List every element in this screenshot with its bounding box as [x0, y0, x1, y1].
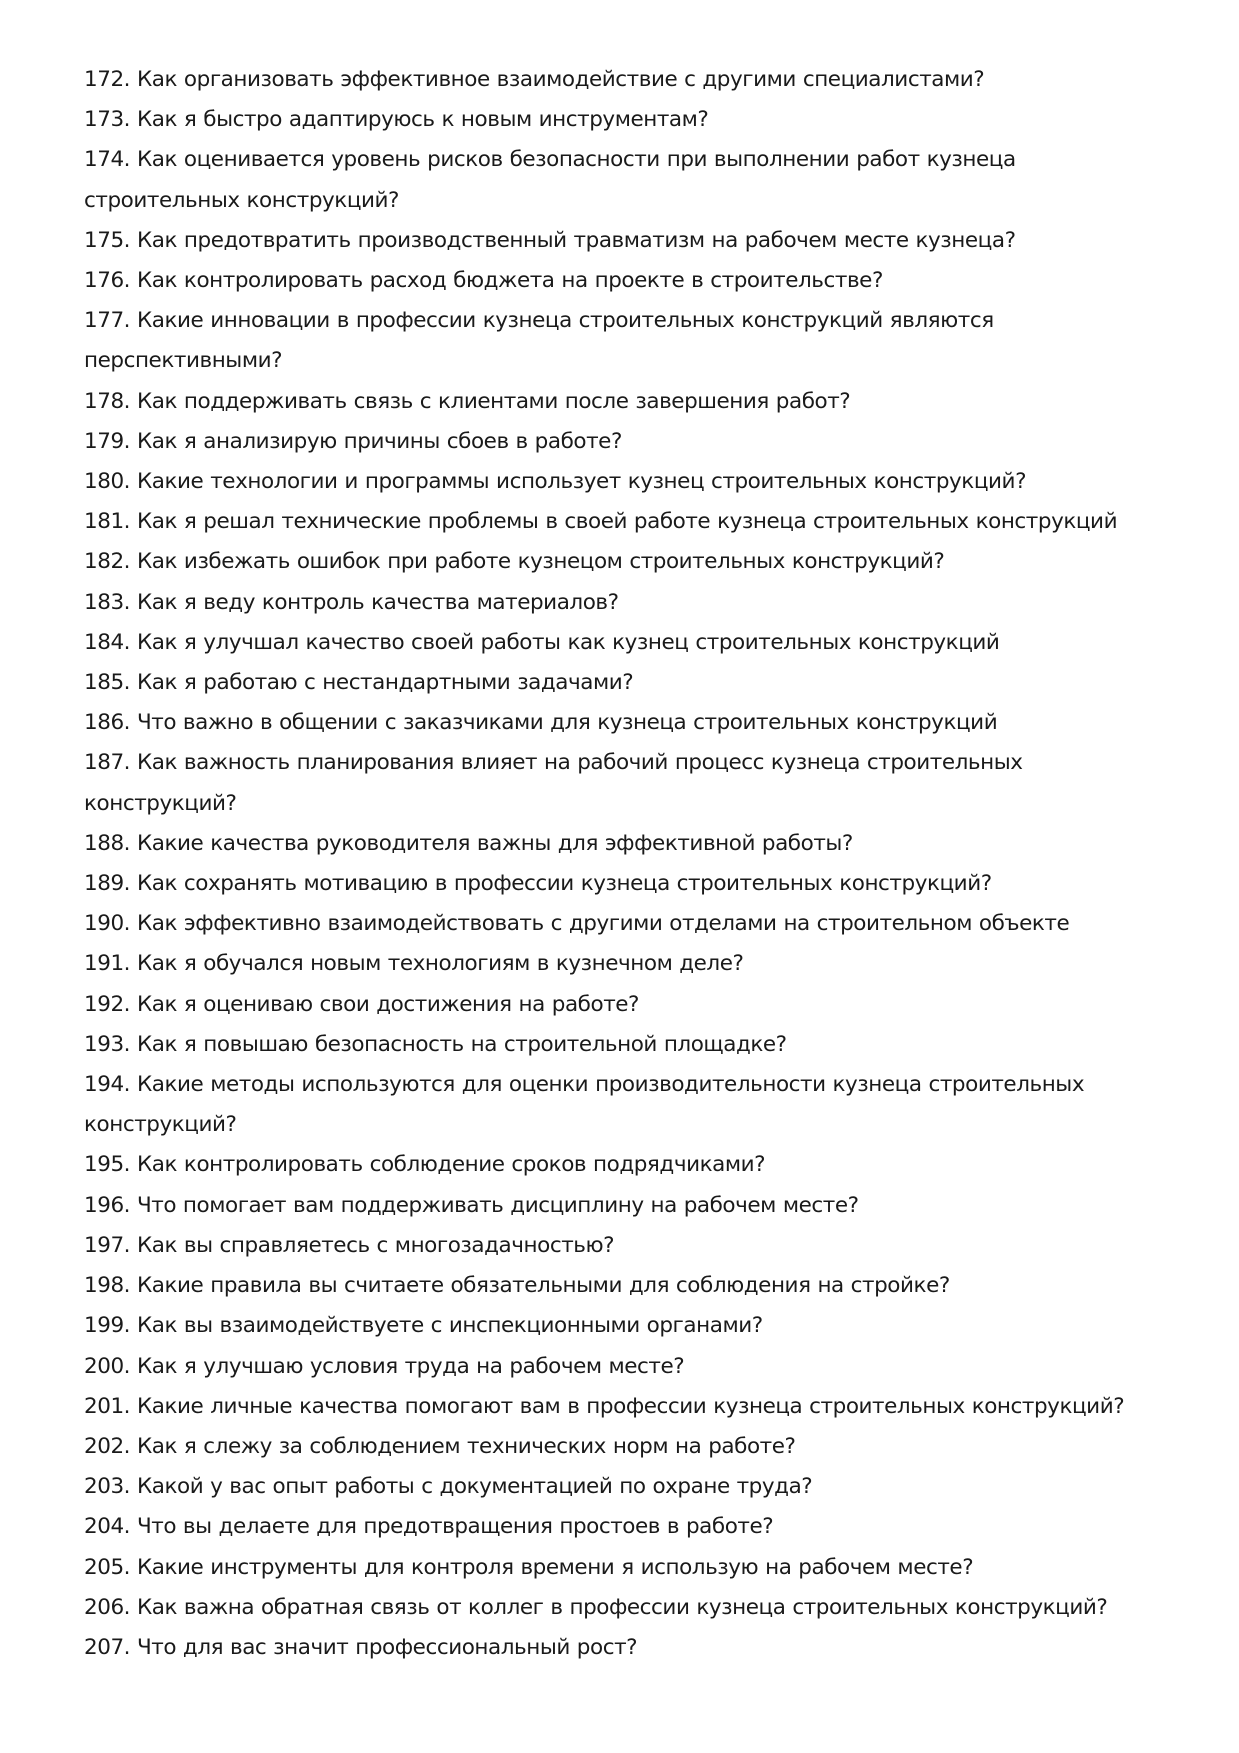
question-item: 205. Какие инструменты для контроля времени я использую на рабочем месте? [84, 1554, 974, 1580]
question-item: 176. Как контролировать расход бюджета на проекте в строительстве? [84, 268, 883, 294]
question-item: 186. Что важно в общении с заказчиками для кузнеца строительных конструкций [84, 710, 998, 736]
question-item: 183. Как я веду контроль качества материалов? [84, 589, 619, 615]
question-item: 174. Как оценивается уровень рисков безопасности при выполнении работ кузнеца строительных конструкций? [84, 147, 1016, 213]
question-item: 181. Как я решал технические проблемы в своей работе кузнеца строительных конструкций [84, 509, 1118, 535]
question-item: 173. Как я быстро адаптируюсь к новым инструментам? [84, 107, 709, 133]
question-item: 185. Как я работаю с нестандартными задачами? [84, 670, 634, 696]
question-item: 200. Как я улучшаю условия труда на рабочем месте? [84, 1353, 685, 1379]
question-item: 196. Что помогает вам поддерживать дисциплину на рабочем месте? [84, 1192, 859, 1218]
question-item: 198. Какие правила вы считаете обязательными для соблюдения на стройке? [84, 1273, 950, 1299]
question-item: 177. Какие инновации в профессии кузнеца строительных конструкций являются перспективными? [84, 308, 994, 374]
question-item: 195. Как контролировать соблюдение сроков подрядчиками? [84, 1152, 766, 1178]
question-item: 197. Как вы справляетесь с многозадачностью? [84, 1232, 615, 1258]
question-item: 194. Какие методы используются для оценки производительности кузнеца строительных конструкций? [84, 1072, 1085, 1138]
question-item: 182. Как избежать ошибок при работе кузнецом строительных конструкций? [84, 549, 945, 575]
question-item: 207. Что для вас значит профессиональный рост? [84, 1634, 638, 1660]
question-item: 203. Какой у вас опыт работы с документацией по охране труда? [84, 1474, 813, 1500]
question-item: 204. Что вы делаете для предотвращения простоев в работе? [84, 1514, 774, 1540]
question-item: 199. Как вы взаимодействуете с инспекционными органами? [84, 1313, 763, 1339]
question-item: 190. Как эффективно взаимодействовать с другими отделами на строительном объекте [84, 911, 1070, 937]
question-list [84, 60, 1164, 1668]
question-item: 172. Как организовать эффективное взаимодействие с другими специалистами? [84, 67, 985, 92]
question-item: 175. Как предотвратить производственный травматизм на рабочем месте кузнеца? [84, 227, 1016, 253]
question-item: 179. Как я анализирую причины сбоев в работе? [84, 428, 622, 454]
question-item: 191. Как я обучался новым технологиям в кузнечном деле? [84, 951, 744, 977]
question-item: 206. Как важна обратная связь от коллег в профессии кузнеца строительных конструкций? [84, 1594, 1108, 1620]
question-item: 201. Какие личные качества помогают вам в профессии кузнеца строительных конструкций? [84, 1393, 1125, 1419]
question-item: 184. Как я улучшал качество своей работы как кузнец строительных конструкций [84, 629, 1000, 655]
question-item: 193. Как я повышаю безопасность на строительной площадке? [84, 1031, 787, 1057]
question-item: 189. Как сохранять мотивацию в профессии кузнеца строительных конструкций? [84, 871, 992, 897]
question-item: 192. Как я оцениваю свои достижения на работе? [84, 991, 640, 1017]
question-item: 188. Какие качества руководителя важны для эффективной работы? [84, 830, 853, 856]
question-item: 187. Как важность планирования влияет на рабочий процесс кузнеца строительных конструкций? [84, 750, 1023, 816]
question-item: 180. Какие технологии и программы использует кузнец строительных конструкций? [84, 469, 1027, 495]
question-item: 178. Как поддерживать связь с клиентами после завершения работ? [84, 388, 851, 414]
question-item: 202. Как я слежу за соблюдением технических норм на работе? [84, 1433, 796, 1459]
